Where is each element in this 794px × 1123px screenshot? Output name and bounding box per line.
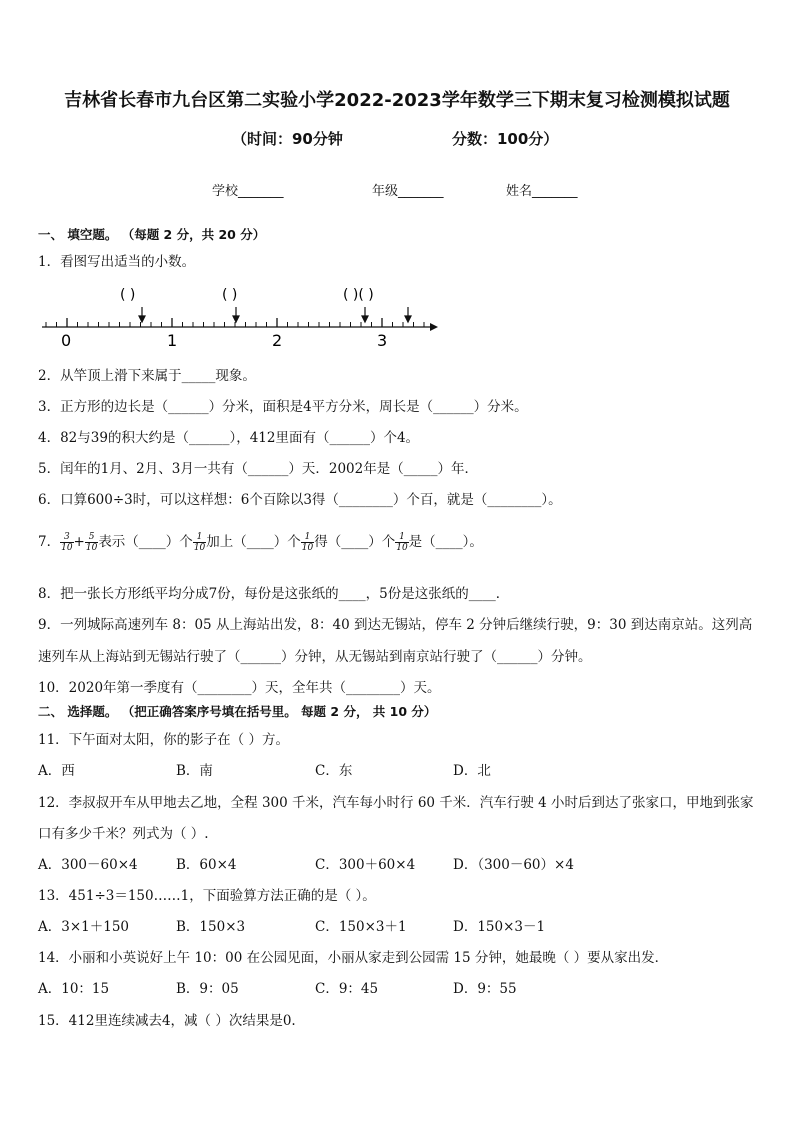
question-15: 15．412里连续减去4，减（ ）次结果是0. (38, 1013, 296, 1029)
question-3: 3．正方形的边长是（______）分米，面积是4平方分米，周长是（______）分米。 (38, 399, 528, 415)
grade-field[interactable]: 年级_______ (372, 184, 444, 199)
answer-bracket-1: ( ) (120, 287, 136, 303)
q14-option-c[interactable]: C．9：45 (315, 981, 379, 997)
question-4: 4．82与39的积大约是（______），412里面有（______）个4。 (38, 430, 420, 446)
axis-label-1: 1 (167, 331, 178, 350)
q14-option-d[interactable]: D．9：55 (453, 981, 517, 997)
section-choice-heading: 二、 选择题。 （把正确答案序号填在括号里。 每题 2 分， 共 10 分） (38, 704, 437, 719)
exam-score: 分数：100分） (452, 130, 559, 148)
question-7 (38, 530, 483, 553)
axis-ticks (46, 322, 424, 327)
q14-option-a[interactable]: A．10：15 (38, 981, 110, 997)
fraction-1-10-a: $\frac{1}{10}$ (193, 532, 206, 553)
q11-option-c[interactable]: C．东 (315, 763, 353, 779)
answer-bracket-2: ( ) (222, 287, 238, 303)
axis-arrowhead (430, 323, 438, 331)
q7-text-3: 得（____）个 (314, 534, 396, 550)
fraction-1-10-b: $\frac{1}{10}$ (301, 532, 314, 553)
q13-option-c[interactable]: C．150×3＋1 (315, 919, 407, 935)
q13-option-d[interactable]: D．150×3－1 (453, 919, 546, 935)
question-14: 14．小丽和小英说好上午 10：00 在公园见面，小丽从家走到公园需 15 分钟，她最晚（ ）要从家出发． (38, 950, 669, 966)
q12-option-b[interactable]: B．60×4 (176, 857, 237, 873)
axis-label-3: 3 (377, 331, 388, 350)
question-1: 1．看图写出适当的小数。 (38, 254, 196, 270)
question-2: 2．从竿顶上滑下来属于_____现象。 (38, 368, 256, 384)
answer-bracket-3: ( )( ) (343, 287, 374, 303)
name-field[interactable]: 姓名_______ (506, 184, 578, 199)
fraction-5-10: $\frac{5}{10}$ (85, 532, 98, 553)
q11-option-a[interactable]: A．西 (38, 763, 75, 779)
q7-text-4: 是（____）。 (408, 534, 483, 550)
q13-option-a[interactable]: A．3×1＋150 (38, 919, 130, 935)
q11-option-d[interactable]: D．北 (453, 763, 491, 779)
axis-label-2: 2 (272, 331, 283, 350)
question-9-line-2: 速列车从上海站到无锡站行驶了（______）分钟，从无锡站到南京站行驶了（______）分钟。 (38, 649, 592, 665)
question-6: 6．口算600÷3时，可以这样想：6个百除以3得（________）个百，就是（________）。 (38, 492, 562, 508)
q12-option-a[interactable]: A．300－60×4 (38, 857, 138, 873)
fraction-1-10-c: $\frac{1}{10}$ (396, 532, 408, 553)
question-8: 8．把一张长方形纸平均分成7份，每份是这张纸的____，5份是这张纸的____． (38, 586, 510, 602)
section-fill-blank-heading: 一、 填空题。 （每题 2 分，共 20 分） (38, 227, 266, 242)
question-5: 5．闰年的1月、2月、3月一共有（______）天．2002年是（_____）年． (38, 461, 478, 477)
axis-label-0: 0 (61, 331, 72, 350)
q11-option-b[interactable]: B．南 (176, 763, 213, 779)
pointer-arrows (139, 307, 411, 322)
exam-title: 吉林省长春市九台区第二实验小学2022-2023学年数学三下期末复习检测模拟试题 (64, 90, 730, 111)
number-line-figure (38, 282, 448, 352)
q12-option-d[interactable]: D．（300－60）×4 (453, 857, 574, 873)
q14-option-b[interactable]: B．9：05 (176, 981, 239, 997)
question-12-line-2: 口有多少千米？列式为（ ）. (38, 826, 209, 842)
fraction-3-10: $\frac{3}{10}$ (61, 532, 73, 553)
q13-option-b[interactable]: B．150×3 (176, 919, 246, 935)
exam-time: （时间：90分钟 (232, 130, 343, 148)
q7-text-1: 表示（____）个 (98, 534, 193, 550)
question-9-line-1: 9．一列城际高速列车 8：05 从上海站出发，8：40 到达无锡站，停车 2 分钟后继续行驶，9：30 到达南京站。这列高 (38, 617, 753, 633)
question-13: 13．451÷3＝150……1，下面验算方法正确的是（ ）。 (38, 888, 376, 904)
question-12-line-1: 12．李叔叔开车从甲地去乙地，全程 300 千米，汽车每小时行 60 千米．汽车行驶 4 小时后到达了张家口，甲地到张家 (38, 795, 754, 811)
plus-sign: + (73, 534, 85, 550)
q7-text-2: 加上（____）个 (206, 534, 301, 550)
q7-number: 7． (38, 534, 61, 550)
school-field[interactable]: 学校_______ (212, 184, 284, 199)
question-10: 10．2020年第一季度有（________）天，全年共（________）天。 (38, 680, 441, 696)
question-11: 11．下午面对太阳，你的影子在（ ）方。 (38, 732, 289, 748)
q12-option-c[interactable]: C．300＋60×4 (315, 857, 416, 873)
